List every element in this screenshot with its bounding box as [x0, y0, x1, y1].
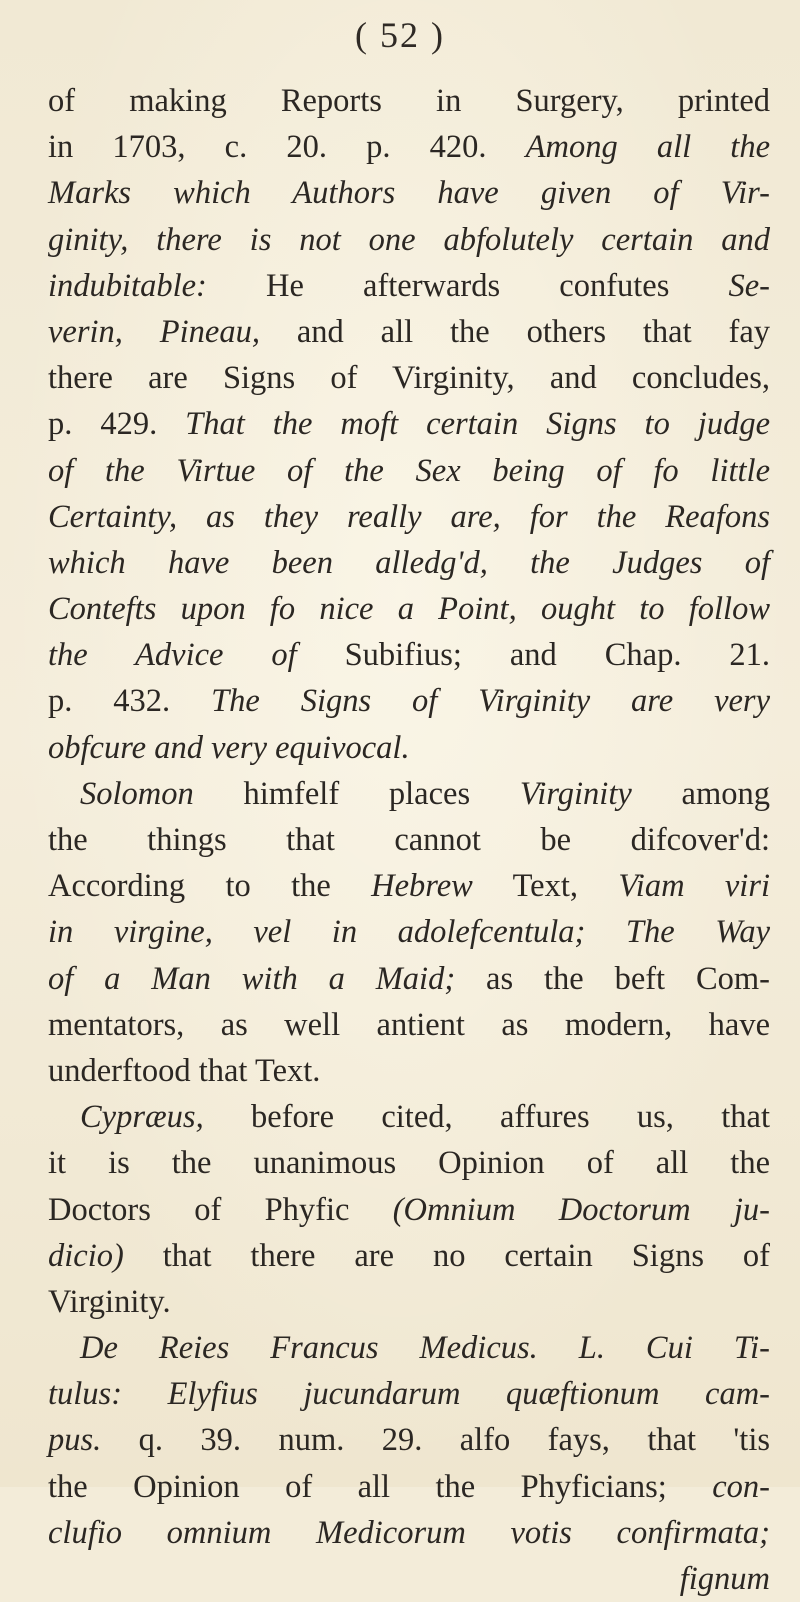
text-segment: The Signs of Virginity are very — [211, 683, 771, 720]
text-line — [48, 355, 770, 401]
text-segment: himfelf places — [193, 775, 520, 812]
text-line — [48, 771, 770, 817]
text-segment: mentators, as well antient as modern, have — [48, 1006, 770, 1043]
text-line — [48, 1187, 770, 1233]
text-segment: Virginity. — [48, 1283, 171, 1320]
text-segment: of the Virtue of the Sex being of fo little — [48, 452, 770, 489]
text-line — [48, 1417, 770, 1463]
text-segment: Se- — [728, 267, 770, 304]
text-segment: tulus: Elyfius jucundarum quæftionum cam- — [48, 1376, 770, 1413]
text-line — [48, 1140, 770, 1186]
text-segment: which have been alledg'd, the Judges of — [48, 544, 770, 581]
text-segment: Virginity — [519, 775, 632, 812]
text-segment: in 1703, c. 20. p. 420. — [48, 129, 526, 166]
text-segment: there are Signs of Virginity, and concludes, — [48, 360, 770, 397]
text-segment: Certainty, as they really are, for the Reafons — [48, 498, 770, 535]
text-segment: fignum — [679, 1561, 770, 1597]
text-segment: Among all the — [525, 129, 770, 166]
text-segment: obfcure and very equivocal. — [48, 729, 410, 766]
text-line — [48, 1048, 770, 1094]
text-segment: Solomon — [80, 775, 194, 812]
text-segment: Doctors of Phyfic — [48, 1191, 393, 1228]
text-segment: That the moft certain Signs to judge — [185, 406, 770, 443]
text-segment: as the beft Com- — [455, 960, 770, 997]
text-line — [48, 1233, 770, 1279]
text-segment: ginity, there is not one abfolutely certain and — [48, 221, 770, 258]
text-line — [48, 725, 770, 771]
text-line — [48, 909, 770, 955]
body-text — [48, 78, 770, 1602]
text-line — [48, 678, 770, 724]
text-line — [48, 1371, 770, 1417]
text-segment: it is the unanimous Opinion of all the — [48, 1145, 770, 1182]
text-segment: that there are no certain Signs of — [123, 1237, 770, 1274]
text-segment: in virgine, vel in adolefcentula; The Way — [48, 914, 770, 951]
text-segment: According to the — [48, 868, 372, 905]
text-line — [48, 78, 770, 124]
text-line — [48, 494, 770, 540]
text-segment: the Opinion of all the Phyficians; — [48, 1468, 713, 1505]
text-line — [48, 1325, 770, 1371]
text-line — [48, 448, 770, 494]
text-segment: dicio) — [48, 1237, 124, 1274]
text-line — [48, 401, 770, 447]
text-line — [48, 1556, 770, 1602]
text-line — [48, 632, 770, 678]
text-segment: Hebrew — [371, 868, 473, 905]
text-segment: q. 39. num. 29. alfo fays, that 'tis — [101, 1422, 770, 1459]
text-segment: p. 432. — [48, 683, 212, 720]
text-segment: of making Reports in Surgery, printed — [48, 83, 770, 119]
text-segment: clufio omnium Medicorum votis confirmata; — [48, 1514, 770, 1551]
text-segment: pus. — [48, 1422, 102, 1459]
text-segment: the Advice of — [48, 637, 297, 674]
text-line — [48, 1510, 770, 1556]
text-line — [48, 124, 770, 170]
text-segment: He afterwards confutes — [206, 267, 729, 304]
text-segment: Viam viri — [618, 868, 770, 905]
text-segment: of a Man with a Maid; — [48, 960, 456, 997]
text-segment: De Reies Francus Medicus. L. Cui Ti- — [80, 1330, 770, 1367]
text-line — [48, 263, 770, 309]
text-line — [48, 309, 770, 355]
text-line — [48, 956, 770, 1002]
text-segment: the things that cannot be difcover'd: — [48, 822, 770, 858]
text-line — [48, 170, 770, 216]
text-segment: p. 429. — [48, 406, 186, 443]
page-number-header: ( 52 ) — [355, 15, 445, 55]
text-segment: Marks which Authors have given of Vir- — [48, 175, 770, 212]
text-line — [48, 217, 770, 263]
text-line — [48, 1094, 770, 1140]
text-line — [48, 817, 770, 863]
text-segment: Subifius; and Chap. 21. — [296, 637, 770, 674]
text-segment: among — [631, 775, 770, 812]
text-line — [48, 540, 770, 586]
text-segment: underftood that Text. — [48, 1052, 321, 1089]
text-segment: verin, Pineau, — [48, 313, 260, 350]
text-segment: before cited, affures us, that — [203, 1099, 770, 1136]
text-segment: Text, — [472, 868, 619, 905]
text-line — [48, 1279, 770, 1325]
text-segment: and all the others that fay — [259, 313, 770, 350]
text-segment: con- — [712, 1468, 770, 1505]
text-segment: Contefts upon fo nice a Point, ought to follow — [48, 591, 770, 628]
text-line — [48, 863, 770, 909]
text-line — [48, 1002, 770, 1048]
text-segment: indubitable: — [48, 267, 207, 304]
text-line — [48, 586, 770, 632]
text-segment: Cypræus, — [80, 1099, 204, 1136]
text-segment: (Omnium Doctorum ju- — [392, 1191, 770, 1228]
